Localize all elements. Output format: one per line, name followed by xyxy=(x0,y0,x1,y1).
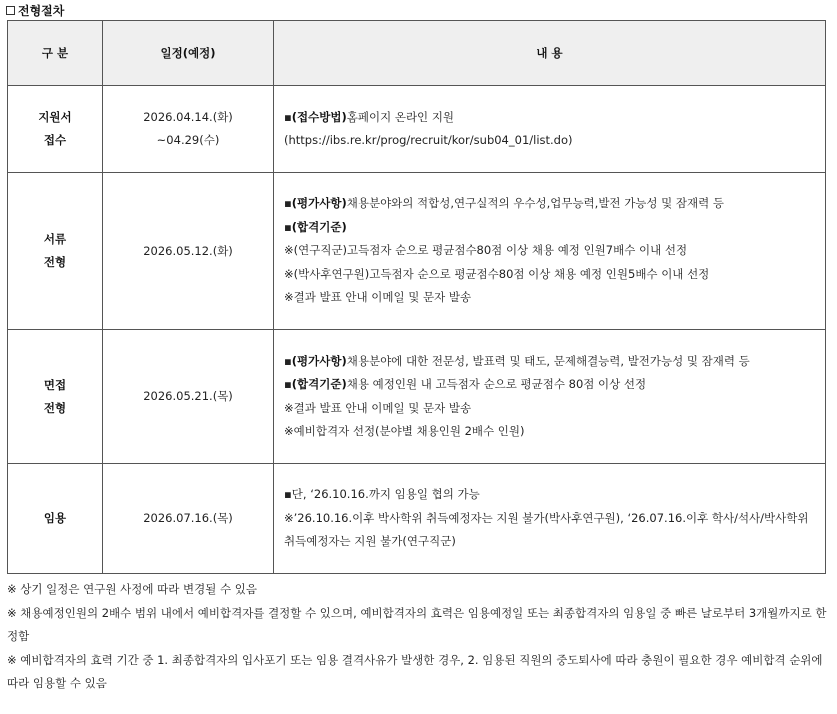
bullet-icon: ▪ xyxy=(284,353,292,368)
category-text: 전형 xyxy=(43,400,67,415)
table-row xyxy=(8,86,826,173)
table-row xyxy=(8,330,826,464)
date-text: 2026.05.21.(목) xyxy=(143,389,233,403)
content-line xyxy=(284,263,815,287)
content-line xyxy=(284,483,815,507)
category-text: 지원서 xyxy=(38,110,72,124)
date-text: ~04.29(수) xyxy=(156,133,220,147)
content-line xyxy=(284,350,815,374)
row-content xyxy=(274,173,826,330)
category-text: 임용 xyxy=(43,511,67,525)
row-date xyxy=(103,464,274,574)
row-date xyxy=(103,86,274,173)
content-line xyxy=(284,507,815,554)
content-line xyxy=(284,106,815,130)
procedure-table xyxy=(7,20,826,574)
date-text: 2026.07.16.(목) xyxy=(143,511,233,525)
content-label: (접수방법) xyxy=(291,109,347,124)
content-text: ※결과 발표 안내 이메일 및 문자 발송 xyxy=(284,400,472,415)
checkbox-square-icon xyxy=(6,6,15,15)
content-line xyxy=(284,397,815,421)
category-text: 면접 xyxy=(43,377,67,392)
notes-section xyxy=(7,578,827,696)
content-text: 홈페이지 온라인 지원 xyxy=(346,109,455,124)
content-text: ※예비합격자 선정(분야별 채용인원 2배수 인원) xyxy=(284,424,525,438)
row-category xyxy=(8,330,103,464)
category-text: 접수 xyxy=(43,133,67,147)
content-line xyxy=(284,192,815,216)
section-title-text: 전형절차 xyxy=(18,3,65,18)
note-item: ※ 예비합격자의 효력 기간 중 1. 최종합격자의 입사포기 또는 임용 결격사유가 발생한 경우, 2. 임용된 직원의 중도퇴사에 따라 충원이 필요한 경우 예비합격 순위에 따라 임용할 수 있음 xyxy=(7,652,823,691)
content-label: (합격기준) xyxy=(291,219,347,234)
category-text: 전형 xyxy=(43,255,67,269)
content-line xyxy=(284,129,815,153)
content-line xyxy=(284,286,815,310)
category-text: 서류 xyxy=(43,232,67,246)
row-category xyxy=(8,173,103,330)
content-text: ※(연구직군)고득점자 순으로 평균점수80점 이상 채용 예정 인원7배수 이내 선정 xyxy=(284,243,688,258)
content-text: 채용분야와의 적합성,연구실적의 우수성,업무능력,발전 가능성 및 잠재력 등 xyxy=(346,196,725,211)
content-text: 채용분야에 대한 전문성, 발표력 및 태도, 문제해결능력, 발전가능성 및 잠재력 등 xyxy=(346,353,750,368)
content-line xyxy=(284,239,815,263)
bullet-icon: ▪ xyxy=(284,196,292,211)
content-text: ※’26.10.16.이후 박사학위 취득예정자는 지원 불가(박사후연구원), ‘26.07.16.이후 학사/석사/박사학위 취득예정자는 지원 불가(연구직군) xyxy=(284,510,809,549)
content-text: 단, ‘26.10.16.까지 임용일 협의 가능 xyxy=(291,487,480,502)
header-content: 내 용 xyxy=(274,21,826,86)
header-schedule: 일정(예정) xyxy=(103,21,274,86)
content-text: ※결과 발표 안내 이메일 및 문자 발송 xyxy=(284,290,472,305)
row-content xyxy=(274,464,826,574)
bullet-icon: ▪ xyxy=(284,377,292,391)
header-category: 구 분 xyxy=(8,21,103,86)
content-line xyxy=(284,216,815,240)
content-text: (https://ibs.re.kr/prog/recruit/kor/sub04_01/list.do) xyxy=(284,133,573,147)
row-category xyxy=(8,86,103,173)
content-line xyxy=(284,420,815,444)
row-content xyxy=(274,330,826,464)
date-text: 2026.04.14.(화) xyxy=(143,110,233,124)
section-title xyxy=(6,1,64,19)
table-header-row xyxy=(8,21,826,86)
row-date xyxy=(103,173,274,330)
content-label: (평가사항) xyxy=(291,196,347,211)
table-row xyxy=(8,464,826,574)
content-label: (평가사항) xyxy=(291,353,347,368)
row-date xyxy=(103,330,274,464)
table-row xyxy=(8,173,826,330)
row-category xyxy=(8,464,103,574)
content-text: 채용 예정인원 내 고득점자 순으로 평균점수 80점 이상 선정 xyxy=(346,377,647,391)
content-label: (합격기준) xyxy=(291,377,347,391)
bullet-icon: ▪ xyxy=(284,487,292,502)
bullet-icon: ▪ xyxy=(284,109,292,124)
row-content xyxy=(274,86,826,173)
note-item: ※ 채용예정인원의 2배수 범위 내에서 예비합격자를 결정할 수 있으며, 예비합격자의 효력은 임용예정일 또는 최종합격자의 임용일 중 빠른 날로부터 3개월까지로 한정함 xyxy=(7,605,827,644)
content-line xyxy=(284,373,815,397)
note-item: ※ 상기 일정은 연구원 사정에 따라 변경될 수 있음 xyxy=(7,582,257,596)
date-text: 2026.05.12.(화) xyxy=(143,243,233,258)
content-text: ※(박사후연구원)고득점자 순으로 평균점수80점 이상 채용 예정 인원5배수 이내 선정 xyxy=(284,266,710,281)
bullet-icon: ▪ xyxy=(284,219,292,234)
